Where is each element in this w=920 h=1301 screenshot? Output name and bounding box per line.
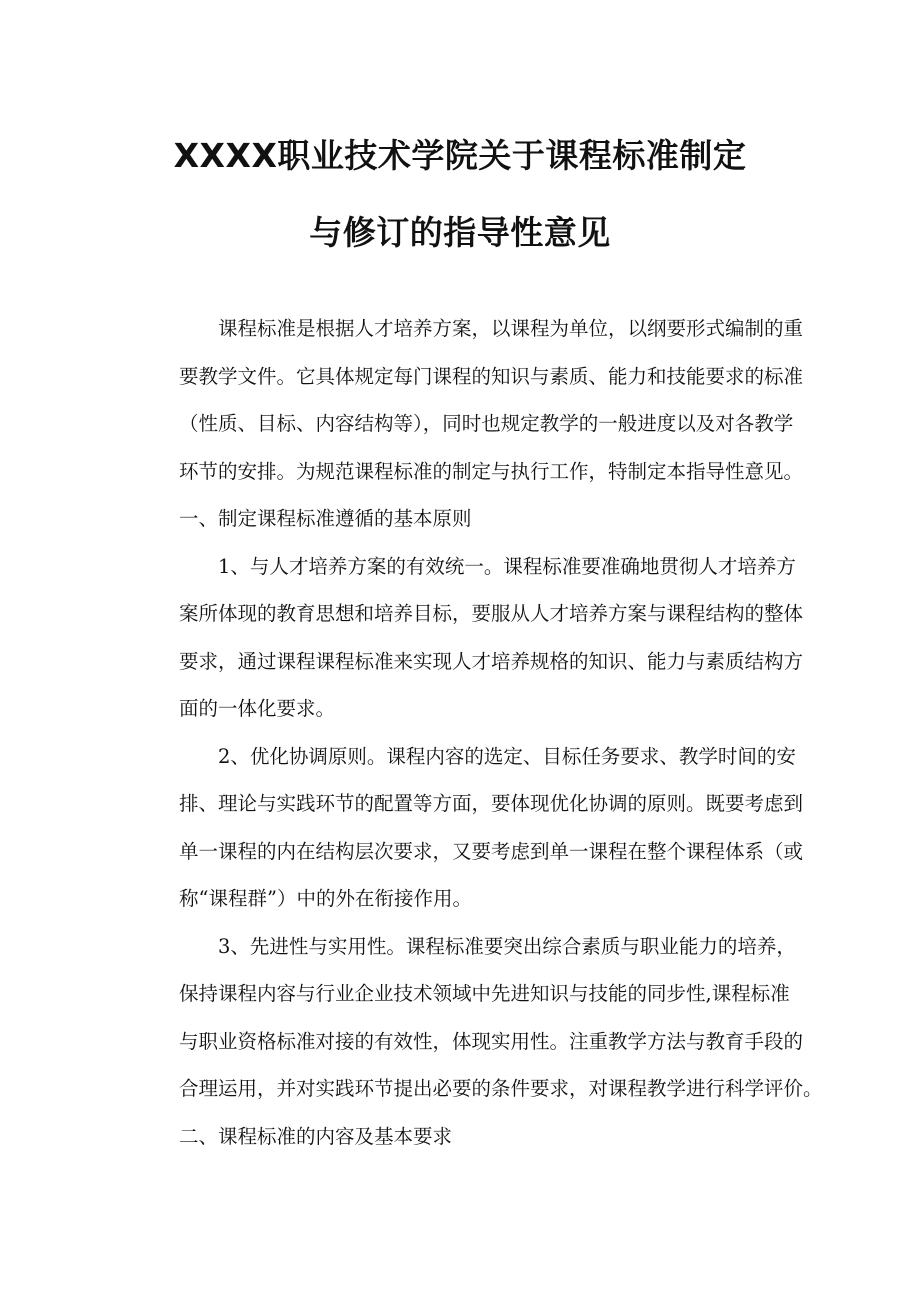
principle-1-line: 1、与人才培养方案的有效统一。课程标准要准确地贯彻人才培养方 <box>218 554 796 578</box>
principle-3-line: 合理运用，并对实践环节提出必要的条件要求，对课程教学进行科学评价。 <box>179 1077 823 1100</box>
principle-2-line: 排、理论与实践环节的配置等方面，要体现优化协调的原则。既要考虑到 <box>179 792 804 815</box>
principle-1-line: 要求，通过课程课程标准来实现人才培养规格的知识、能力与素质结构方 <box>179 649 804 673</box>
principle-3-line: 与职业资格标准对接的有效性，体现实用性。注重教学方法与教育手段的 <box>179 1029 804 1053</box>
principle-2-paragraph <box>140 733 804 923</box>
principle-1-line: 面的一体化要求。 <box>179 697 336 720</box>
section-heading-2: 二、课程标准的内容及基本要求 <box>179 1124 453 1148</box>
section-heading-1: 一、制定课程标准遵循的基本原则 <box>179 507 472 530</box>
principle-1-line: 案所体现的教育思想和培养目标，要服从人才培养方案与课程结构的整体 <box>179 602 804 625</box>
principle-3-line: 保持课程内容与行业企业技术领域中先进知识与技能的同步性,课程标准 <box>179 982 790 1005</box>
document-title-line-1: XXXX职业技术学院关于课程标准制定 <box>173 136 747 175</box>
principle-2-line: 单一课程的内在结构层次要求，又要考虑到单一课程在整个课程体系（或 <box>179 839 804 863</box>
principle-1-paragraph <box>140 543 804 733</box>
intro-paragraph <box>140 305 804 495</box>
intro-line: （性质、目标、内容结构等），同时也规定教学的一般进度以及对各教学 <box>179 412 794 435</box>
principle-2-line: 2、优化协调原则。课程内容的选定、目标任务要求、教学时间的安 <box>218 744 796 768</box>
principle-3-line: 3、先进性与实用性。课程标准要突出综合素质与职业能力的培养， <box>218 934 796 958</box>
intro-line: 环节的安排。为规范课程标准的制定与执行工作，特制定本指导性意见。 <box>179 459 804 483</box>
document-title-line-2: 与修订的指导性意见 <box>309 213 611 252</box>
document-body <box>140 305 823 1160</box>
intro-line: 要教学文件。它具体规定每门课程的知识与素质、能力和技能要求的标准 <box>179 364 804 388</box>
principle-2-line: 称“课程群”）中的外在衔接作用。 <box>179 887 472 910</box>
principle-3-paragraph <box>140 923 823 1113</box>
intro-line: 课程标准是根据人才培养方案，以课程为单位，以纲要形式编制的重 <box>218 317 804 340</box>
